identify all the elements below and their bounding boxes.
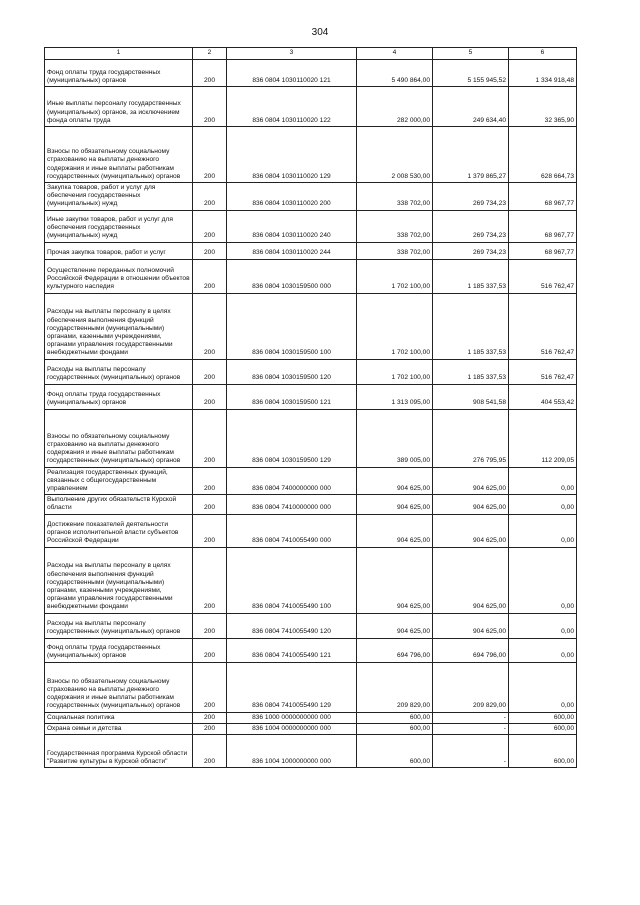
row-value-cell: 904 625,00 — [433, 514, 509, 547]
row-value-cell: 249 634,40 — [433, 87, 509, 127]
row-value-cell: 269 734,23 — [433, 183, 509, 211]
row-value-cell: 0,00 — [509, 638, 577, 662]
row-value-cell: 276 795,95 — [433, 409, 509, 467]
row-name-cell: Расходы на выплаты персоналу государственных (муниципальных) органов — [45, 613, 193, 638]
row-name-cell: Взносы по обязательному социальному страхованию на выплаты денежного содержания и иные выплаты работникам государственных (муниципальных) органов — [45, 662, 193, 712]
row-kbk-cell: 836 0804 7410000000 000 — [227, 495, 357, 514]
row-value-cell: - — [433, 712, 509, 723]
row-code-cell: 200 — [193, 127, 227, 183]
table-row — [45, 60, 577, 87]
row-value-cell: 600,00 — [357, 712, 433, 723]
row-value-cell: 68 967,77 — [509, 183, 577, 211]
row-code-cell: 200 — [193, 259, 227, 293]
row-kbk-cell: 836 1004 0000000000 000 — [227, 723, 357, 734]
row-value-cell: 1 334 918,48 — [509, 60, 577, 87]
row-name-cell: Реализация государственных функций, связанных с общегосударственным управлением — [45, 467, 193, 495]
row-value-cell: 68 967,77 — [509, 210, 577, 242]
row-value-cell: 209 829,00 — [357, 662, 433, 712]
row-value-cell: 516 762,47 — [509, 259, 577, 293]
row-name-cell: Расходы на выплаты персоналу в целях обеспечения выполнения функций государственными (муниципальными) органами, казенными учреждениями, органами управления государственными внебюджетными фондами — [45, 547, 193, 613]
row-value-cell: 1 379 865,27 — [433, 127, 509, 183]
row-value-cell: 904 625,00 — [357, 467, 433, 495]
row-value-cell: 600,00 — [509, 735, 577, 768]
table-row — [45, 210, 577, 242]
row-name-cell: Взносы по обязательному социальному страхованию на выплаты денежного содержания и иные выплаты работникам государственных (муниципальных) органов — [45, 409, 193, 467]
table-row — [45, 712, 577, 723]
row-value-cell: 1 185 337,53 — [433, 259, 509, 293]
row-value-cell: 600,00 — [509, 712, 577, 723]
row-code-cell: 200 — [193, 495, 227, 514]
table-row — [45, 495, 577, 514]
row-value-cell: 0,00 — [509, 613, 577, 638]
row-value-cell: 68 967,77 — [509, 242, 577, 259]
table-row — [45, 87, 577, 127]
row-name-cell: Социальная политика — [45, 712, 193, 723]
header-cell: 4 — [357, 48, 433, 60]
row-value-cell: 338 702,00 — [357, 242, 433, 259]
table-header-row — [45, 48, 577, 60]
row-value-cell: 112 209,05 — [509, 409, 577, 467]
table-row — [45, 242, 577, 259]
table-row — [45, 613, 577, 638]
budget-table — [44, 47, 577, 768]
row-value-cell: 600,00 — [509, 723, 577, 734]
row-code-cell: 200 — [193, 242, 227, 259]
row-value-cell: 282 000,00 — [357, 87, 433, 127]
row-value-cell: 904 625,00 — [433, 495, 509, 514]
row-code-cell: 200 — [193, 210, 227, 242]
row-value-cell: 1 185 337,53 — [433, 359, 509, 384]
row-name-cell: Государственная программа Курской области "Развитие культуры в Курской области" — [45, 735, 193, 768]
row-value-cell: 1 185 337,53 — [433, 293, 509, 359]
page-number: 304 — [311, 27, 329, 38]
table-row — [45, 735, 577, 768]
row-kbk-cell: 836 0804 1030110020 122 — [227, 87, 357, 127]
table-row — [45, 467, 577, 495]
table-row — [45, 409, 577, 467]
row-code-cell: 200 — [193, 735, 227, 768]
header-cell: 2 — [193, 48, 227, 60]
row-value-cell: 904 625,00 — [357, 547, 433, 613]
row-kbk-cell: 836 0804 1030110020 244 — [227, 242, 357, 259]
row-kbk-cell: 836 0804 7410055490 129 — [227, 662, 357, 712]
table-row — [45, 723, 577, 734]
header-cell: 1 — [45, 48, 193, 60]
row-value-cell: 2 008 530,00 — [357, 127, 433, 183]
row-name-cell: Расходы на выплаты персоналу государственных (муниципальных) органов — [45, 359, 193, 384]
row-kbk-cell: 836 0804 7400000000 000 — [227, 467, 357, 495]
table-row — [45, 384, 577, 409]
row-value-cell: 1 702 100,00 — [357, 359, 433, 384]
row-value-cell: 0,00 — [509, 547, 577, 613]
row-kbk-cell: 836 0804 7410055490 121 — [227, 638, 357, 662]
row-kbk-cell: 836 1004 1000000000 000 — [227, 735, 357, 768]
row-value-cell: 0,00 — [509, 495, 577, 514]
row-code-cell: 200 — [193, 514, 227, 547]
row-value-cell: 1 702 100,00 — [357, 259, 433, 293]
row-kbk-cell: 836 0804 1030159500 121 — [227, 384, 357, 409]
row-kbk-cell: 836 0804 1030110020 121 — [227, 60, 357, 87]
row-kbk-cell: 836 0804 7410055490 100 — [227, 547, 357, 613]
row-value-cell: 338 702,00 — [357, 210, 433, 242]
header-cell: 5 — [433, 48, 509, 60]
row-name-cell: Взносы по обязательному социальному страхованию на выплаты денежного содержания и иные выплаты работникам государственных (муниципальных) органов — [45, 127, 193, 183]
row-value-cell: 904 625,00 — [357, 514, 433, 547]
row-name-cell: Прочая закупка товаров, работ и услуг — [45, 242, 193, 259]
row-name-cell: Фонд оплаты труда государственных (муниципальных) органов — [45, 384, 193, 409]
row-value-cell: 0,00 — [509, 467, 577, 495]
row-value-cell: 269 734,23 — [433, 242, 509, 259]
row-value-cell: 209 829,00 — [433, 662, 509, 712]
row-value-cell: 5 490 864,00 — [357, 60, 433, 87]
table-row — [45, 359, 577, 384]
row-value-cell: 908 541,58 — [433, 384, 509, 409]
row-code-cell: 200 — [193, 613, 227, 638]
row-value-cell: 904 625,00 — [357, 495, 433, 514]
row-value-cell: 600,00 — [357, 723, 433, 734]
row-kbk-cell: 836 0804 1030110020 240 — [227, 210, 357, 242]
row-name-cell: Фонд оплаты труда государственных (муниципальных) органов — [45, 638, 193, 662]
row-name-cell: Расходы на выплаты персоналу в целях обеспечения выполнения функций государственными (муниципальными) органами, казенными учреждениями, органами управления государственными внебюджетными фондами — [45, 293, 193, 359]
row-name-cell: Осуществление переданных полномочий Российской Федерации в отношении объектов культурного наследия — [45, 259, 193, 293]
row-value-cell: 694 796,00 — [357, 638, 433, 662]
row-kbk-cell: 836 0804 1030110020 200 — [227, 183, 357, 211]
table-row — [45, 638, 577, 662]
table-row — [45, 183, 577, 211]
row-kbk-cell: 836 0804 1030110020 129 — [227, 127, 357, 183]
row-value-cell: 0,00 — [509, 514, 577, 547]
row-value-cell: 904 625,00 — [433, 547, 509, 613]
row-kbk-cell: 836 0804 1030159500 000 — [227, 259, 357, 293]
row-name-cell: Иные выплаты персоналу государственных (муниципальных) органов, за исключением фонда оплаты труда — [45, 87, 193, 127]
table-row — [45, 514, 577, 547]
row-name-cell: Закупка товаров, работ и услуг для обеспечения государственных (муниципальных) нужд — [45, 183, 193, 211]
row-code-cell: 200 — [193, 467, 227, 495]
row-value-cell: 516 762,47 — [509, 359, 577, 384]
row-value-cell: 628 664,73 — [509, 127, 577, 183]
row-code-cell: 200 — [193, 359, 227, 384]
row-value-cell: 904 625,00 — [433, 613, 509, 638]
row-kbk-cell: 836 0804 1030159500 129 — [227, 409, 357, 467]
row-value-cell: 269 734,23 — [433, 210, 509, 242]
row-code-cell: 200 — [193, 60, 227, 87]
row-value-cell: 1 313 095,00 — [357, 384, 433, 409]
row-code-cell: 200 — [193, 87, 227, 127]
row-value-cell: 694 796,00 — [433, 638, 509, 662]
row-code-cell: 200 — [193, 712, 227, 723]
row-code-cell: 200 — [193, 409, 227, 467]
row-value-cell: - — [433, 723, 509, 734]
header-cell: 6 — [509, 48, 577, 60]
row-value-cell: 904 625,00 — [357, 613, 433, 638]
row-name-cell: Фонд оплаты труда государственных (муниципальных) органов — [45, 60, 193, 87]
row-value-cell: 904 625,00 — [433, 467, 509, 495]
table-row — [45, 293, 577, 359]
table-row — [45, 547, 577, 613]
row-value-cell: 404 553,42 — [509, 384, 577, 409]
row-kbk-cell: 836 0804 7410055490 120 — [227, 613, 357, 638]
table-row — [45, 259, 577, 293]
row-name-cell: Охрана семьи и детства — [45, 723, 193, 734]
row-value-cell: 600,00 — [357, 735, 433, 768]
row-code-cell: 200 — [193, 662, 227, 712]
row-code-cell: 200 — [193, 638, 227, 662]
table-row — [45, 127, 577, 183]
table-row — [45, 662, 577, 712]
row-value-cell: 389 005,00 — [357, 409, 433, 467]
row-value-cell: 338 702,00 — [357, 183, 433, 211]
header-cell: 3 — [227, 48, 357, 60]
row-kbk-cell: 836 0804 1030159500 120 — [227, 359, 357, 384]
row-name-cell: Выполнение других обязательств Курской области — [45, 495, 193, 514]
row-value-cell: 0,00 — [509, 662, 577, 712]
row-code-cell: 200 — [193, 293, 227, 359]
row-value-cell: 516 762,47 — [509, 293, 577, 359]
row-value-cell: 5 155 945,52 — [433, 60, 509, 87]
row-name-cell: Иные закупки товаров, работ и услуг для обеспечения государственных (муниципальных) нужд — [45, 210, 193, 242]
row-kbk-cell: 836 0804 1030159500 100 — [227, 293, 357, 359]
row-value-cell: 32 365,90 — [509, 87, 577, 127]
row-value-cell: 1 702 100,00 — [357, 293, 433, 359]
row-code-cell: 200 — [193, 723, 227, 734]
row-kbk-cell: 836 0804 7410055490 000 — [227, 514, 357, 547]
row-code-cell: 200 — [193, 384, 227, 409]
row-name-cell: Достижение показателей деятельности органов исполнительной власти субъектов Российской Федерации — [45, 514, 193, 547]
row-code-cell: 200 — [193, 547, 227, 613]
row-kbk-cell: 836 1000 0000000000 000 — [227, 712, 357, 723]
row-code-cell: 200 — [193, 183, 227, 211]
row-value-cell: - — [433, 735, 509, 768]
